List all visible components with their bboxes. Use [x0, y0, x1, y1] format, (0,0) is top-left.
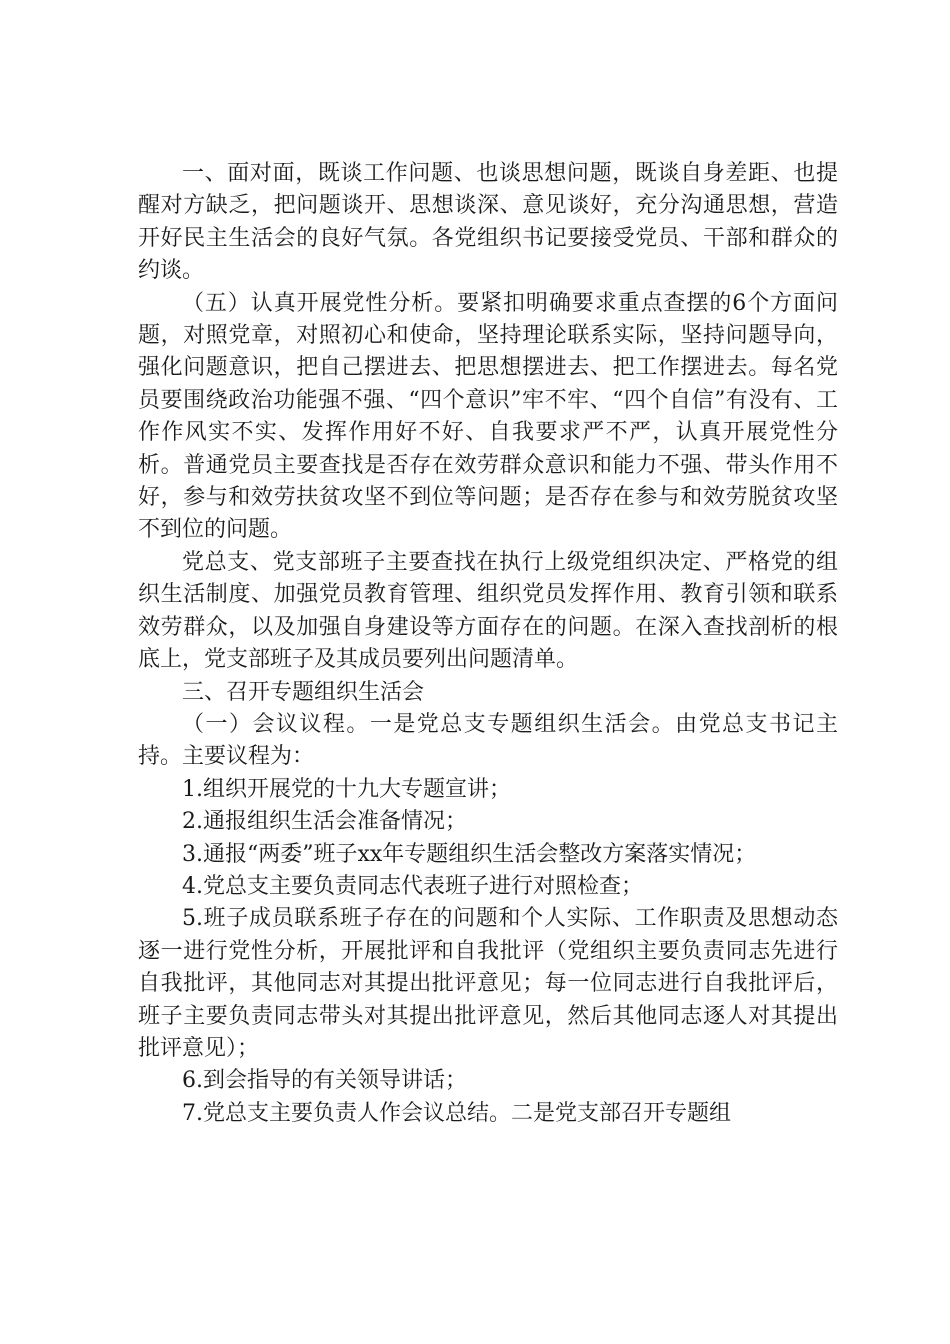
paragraph-party-analysis: （五）认真开展党性分析。要紧扣明确要求重点查摆的6个方面问题，对照党章，对照初心和使命，坚持理论联系实际，坚持问题导向，强化问题意识，把自己摆进去、把思想摆进去、把工作摆进去。每名党员要围绕政治功能强不强、“四个意识”牢不牢、“四个自信”有没有、工作作风实不实、发挥作用好不好、自我要求严不严，认真开展党性分析。普通党员主要查找是否存在效劳群众意识和能力不强、带头作用不好，参与和效劳扶贫攻坚不到位等问题；是否存在参与和效劳脱贫攻坚不到位的问题。 [138, 290, 838, 543]
agenda-item-5: 5.班子成员联系班子存在的问题和个人实际、工作职责及思想动态逐一进行党性分析，开展批评和自我批评（党组织主要负责同志先进行自我批评，其他同志对其提出批评意见；每一位同志进行自我批评后，班子主要负责同志带头对其提出批评意见，然后其他同志逐人对其提出批评意见）； [138, 906, 838, 1061]
paragraph-agenda-intro: （一）会议议程。一是党总支专题组织生活会。由党总支书记主持。主要议程为： [138, 711, 838, 770]
agenda-item-1: 1.组织开展党的十九大专题宣讲； [182, 776, 511, 802]
agenda-item-3: 3.通报“两委”班子xx年专题组织生活会整改方案落实情况； [182, 841, 757, 867]
section-heading-meeting: 三、召开专题组织生活会 [182, 679, 425, 705]
paragraph-interview: 一、面对面，既谈工作问题、也谈思想问题，既谈自身差距、也提醒对方缺乏，把问题谈开、思想谈深、意见谈好，充分沟通思想，营造开好民主生活会的良好气氛。各党组织书记要接受党员、干部和群众的约谈。 [138, 161, 838, 284]
agenda-item-6: 6.到会指导的有关领导讲话； [182, 1068, 467, 1094]
document-body [138, 158, 838, 1130]
agenda-item-7: 7.党总支主要负责人作会议总结。二是党支部召开专题组 [182, 1100, 731, 1126]
agenda-item-2: 2.通报组织生活会准备情况； [182, 809, 467, 835]
paragraph-branch-review: 党总支、党支部班子主要查找在执行上级党组织决定、严格党的组织生活制度、加强党员教育管理、组织党员发挥作用、教育引领和联系效劳群众，以及加强自身建设等方面存在的问题。在深入查找剖析的根底上，党支部班子及其成员要列出问题清单。 [138, 549, 838, 673]
agenda-item-4: 4.党总支主要负责同志代表班子进行对照检查； [182, 873, 643, 899]
